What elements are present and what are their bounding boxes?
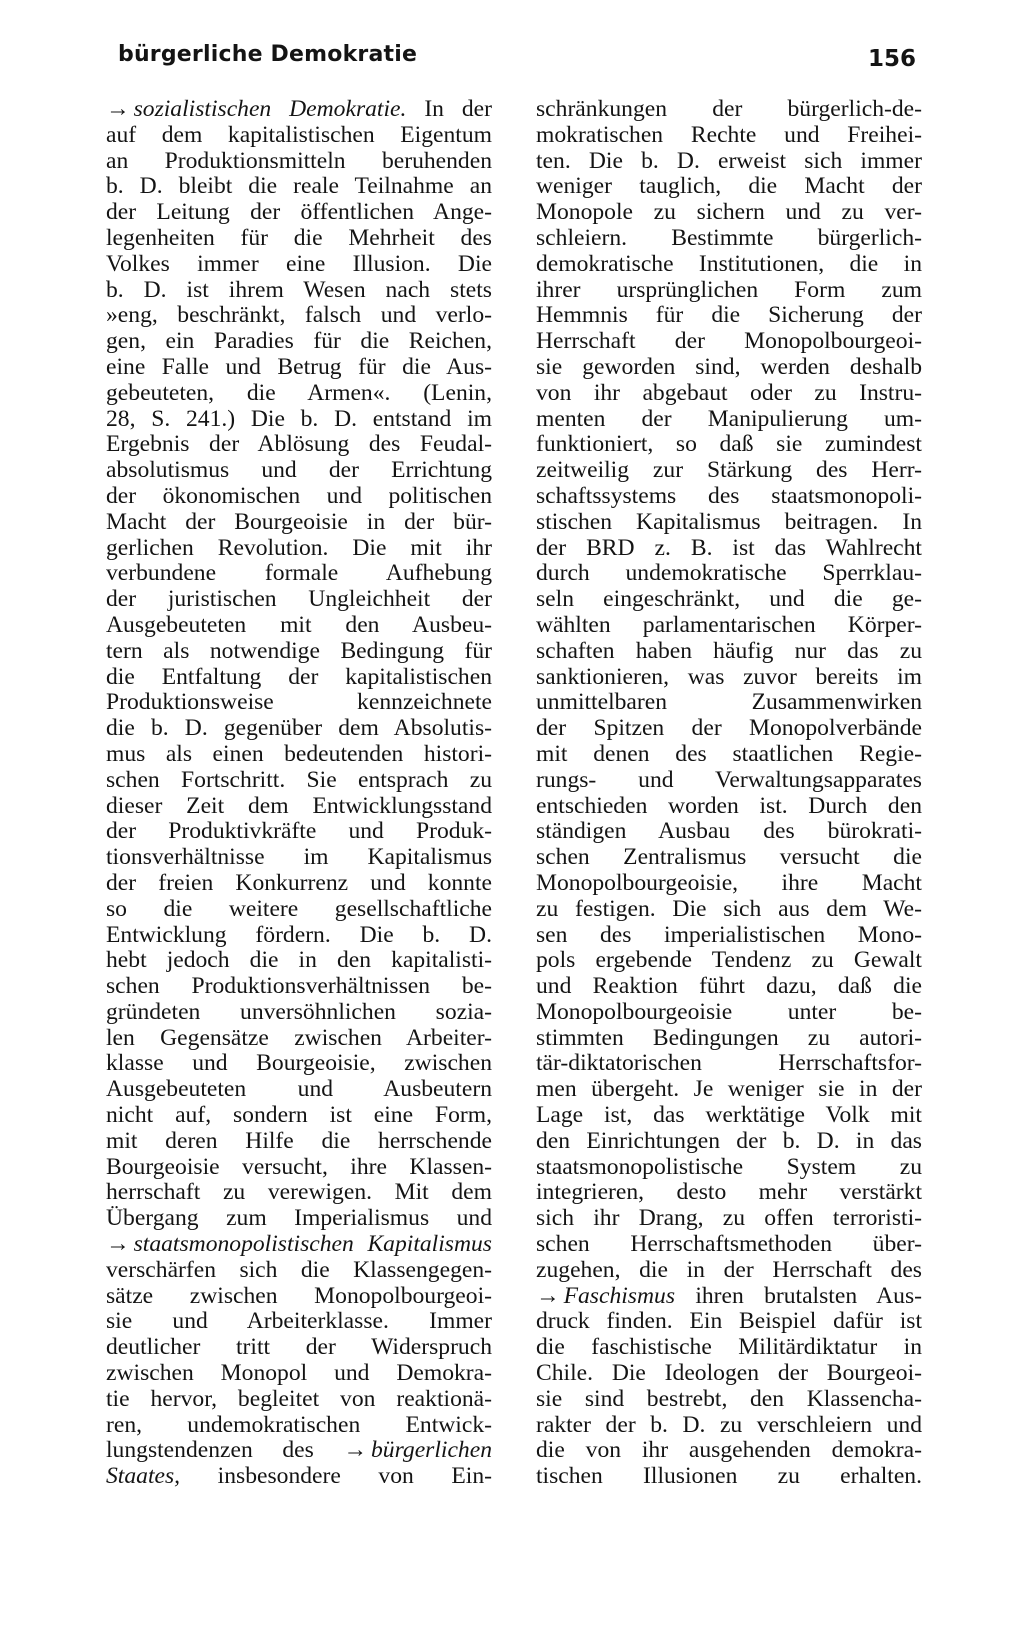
running-head: bürgerliche Demokratie bbox=[118, 42, 418, 67]
text-line: weniger tauglich, die Macht der bbox=[536, 173, 922, 200]
text-line: sen des imperialistischen Mono- bbox=[536, 921, 922, 948]
text-line: wählten parlamentarischen Körper- bbox=[536, 611, 922, 638]
cross-reference: Staates, bbox=[106, 1463, 181, 1490]
text-line: sie sind bestrebt, den Klassencha- bbox=[536, 1385, 922, 1412]
text-line: Volkes immer eine Illusion. Die bbox=[106, 250, 492, 277]
text-line: ten. Die b. D. erweist sich immer bbox=[536, 147, 922, 174]
text-line: eine Falle und Betrug für die Aus- bbox=[106, 353, 492, 380]
text-line: an Produktionsmitteln beruhenden bbox=[106, 147, 492, 174]
text-line: Ausgebeuteten und Ausbeutern bbox=[106, 1076, 492, 1103]
text-line: → Faschismus ihren brutalsten Aus- bbox=[536, 1282, 922, 1309]
text-line: der freien Konkurrenz und konnte bbox=[106, 869, 492, 896]
text-line: mit deren Hilfe die herrschende bbox=[106, 1127, 492, 1154]
text-line: men übergeht. Je weniger sie in der bbox=[536, 1076, 922, 1103]
text-line: den Einrichtungen der b. D. in das bbox=[536, 1127, 922, 1154]
text-line: »eng, beschränkt, falsch und verlo- bbox=[106, 302, 492, 329]
text-line: die b. D. gegenüber dem Absolutis- bbox=[106, 715, 492, 742]
text-line: schaften haben häufig nur das zu bbox=[536, 637, 922, 664]
text-line: integrieren, desto mehr verstärkt bbox=[536, 1179, 922, 1206]
text-line: von ihr abgebaut oder zu Instru- bbox=[536, 379, 922, 406]
text-line: tern als notwendige Bedingung für bbox=[106, 637, 492, 664]
text-line: staatsmonopolistische System zu bbox=[536, 1153, 922, 1180]
text-line: absolutismus und der Errichtung bbox=[106, 457, 492, 484]
cross-reference: Faschismus bbox=[563, 1282, 676, 1309]
text-line: Ausgebeuteten mit den Ausbeu- bbox=[106, 611, 492, 638]
text-line: so die weitere gesellschaftliche bbox=[106, 895, 492, 922]
text-line: sätze zwischen Monopolbourgeoi- bbox=[106, 1282, 492, 1309]
text-line: Übergang zum Imperialismus und bbox=[106, 1205, 492, 1232]
text-line: nicht auf, sondern ist eine Form, bbox=[106, 1102, 492, 1129]
text-line: der Produktivkräfte und Produk- bbox=[106, 818, 492, 845]
text-line: zwischen Monopol und Demokra- bbox=[106, 1360, 492, 1387]
text-line: tionsverhältnisse im Kapitalismus bbox=[106, 844, 492, 871]
text-line: verschärfen sich die Klassengegen- bbox=[106, 1256, 492, 1283]
text-line: schaftssystems des staatsmonopoli- bbox=[536, 482, 922, 509]
text-line: der ökonomischen und politischen bbox=[106, 482, 492, 509]
text-line: 28, S. 241.) Die b. D. entstand im bbox=[106, 405, 492, 432]
text-line: zu festigen. Die sich aus dem We- bbox=[536, 895, 922, 922]
cross-reference-arrow-icon: → bbox=[536, 1282, 560, 1309]
text-line bbox=[106, 1232, 492, 1258]
text-line: Produktionsweise kennzeichnete bbox=[106, 689, 492, 716]
text-line: der Spitzen der Monopolverbände bbox=[536, 715, 922, 742]
text-line: auf dem kapitalistischen Eigentum bbox=[106, 121, 492, 148]
text-line: die faschistische Militärdiktatur in bbox=[536, 1334, 922, 1361]
text-line: gen, ein Paradies für die Reichen, bbox=[106, 328, 492, 355]
text-line: der BRD z. B. ist das Wahlrecht bbox=[536, 534, 922, 561]
cross-reference: bürgerlichen bbox=[371, 1437, 492, 1464]
text-line: Herrschaft der Monopolbourgeoi- bbox=[536, 328, 922, 355]
text-line: ständigen Ausbau des bürokrati- bbox=[536, 818, 922, 845]
text-line: lungstendenzen des → bürgerlichen bbox=[106, 1437, 492, 1464]
text-line: Macht der Bourgeoisie in der bür- bbox=[106, 508, 492, 535]
text-line: dieser Zeit dem Entwicklungsstand bbox=[106, 792, 492, 819]
text-line: legenheiten für die Mehrheit des bbox=[106, 224, 492, 251]
text-line: b. D. bleibt die reale Teilnahme an bbox=[106, 173, 492, 200]
text-line: klasse und Bourgeoisie, zwischen bbox=[106, 1050, 492, 1077]
text-line: zugehen, die in der Herrschaft des bbox=[536, 1256, 922, 1283]
text-line: sie und Arbeiterklasse. Immer bbox=[106, 1308, 492, 1335]
text-line: schleiern. Bestimmte bürgerlich- bbox=[536, 224, 922, 251]
text-line: unmittelbaren Zusammenwirken bbox=[536, 689, 922, 716]
text-line: gerlichen Revolution. Die mit ihr bbox=[106, 534, 492, 561]
text-line: rakter der b. D. zu verschleiern und bbox=[536, 1411, 922, 1438]
text-line: zeitweilig zur Stärkung des Herr- bbox=[536, 457, 922, 484]
text-line: verbundene formale Aufhebung bbox=[106, 560, 492, 587]
text-line: ren, undemokratischen Entwick- bbox=[106, 1411, 492, 1438]
text-line: Staates, insbesondere von Ein- bbox=[106, 1463, 493, 1490]
text-line: gebeuteten, die Armen«. (Lenin, bbox=[106, 379, 492, 406]
text-line: schen Produktionsverhältnissen be- bbox=[106, 973, 492, 1000]
text-line: Lage ist, das werktätige Volk mit bbox=[536, 1102, 922, 1129]
right-column bbox=[536, 97, 922, 1490]
text-line: ihrer ursprünglichen Form zum bbox=[536, 276, 922, 303]
text-line: b. D. ist ihrem Wesen nach stets bbox=[106, 276, 492, 303]
text-line: menten der Manipulierung um- bbox=[536, 405, 922, 432]
text-line: schen Herrschaftsmethoden über- bbox=[536, 1231, 922, 1258]
text-line: seln eingeschränkt, und die ge- bbox=[536, 586, 922, 613]
text-line: und Reaktion führt dazu, daß die bbox=[536, 973, 922, 1000]
text-line: mus als einen bedeutenden histori- bbox=[106, 740, 492, 767]
text-line: len Gegensätze zwischen Arbeiter- bbox=[106, 1024, 492, 1051]
text-line: sie geworden sind, werden deshalb bbox=[536, 353, 922, 380]
text-line: stimmten Bedingungen zu autori- bbox=[536, 1024, 922, 1051]
left-column bbox=[106, 97, 492, 1490]
text-line: schen Fortschritt. Sie entsprach zu bbox=[106, 766, 492, 793]
text-line: Entwicklung fördern. Die b. D. bbox=[106, 921, 492, 948]
cross-reference-arrow-icon: → bbox=[106, 1231, 130, 1258]
cross-reference: staatsmonopolistischen Kapitalismus bbox=[133, 1231, 492, 1258]
text-line: der juristischen Ungleichheit der bbox=[106, 586, 492, 613]
text-line: sanktionieren, was zuvor bereits im bbox=[536, 663, 922, 690]
text-line: sich ihr Drang, zu offen terroristi- bbox=[536, 1205, 922, 1232]
text-line: mokratischen Rechte und Freihei- bbox=[536, 121, 922, 148]
text-line: mit denen des staatlichen Regie- bbox=[536, 740, 922, 767]
text-line: stischen Kapitalismus beitragen. In bbox=[536, 508, 922, 535]
text-line: entschieden worden ist. Durch den bbox=[536, 792, 922, 819]
text-line: Bourgeoisie versucht, ihre Klassen- bbox=[106, 1153, 492, 1180]
page-number: 156 bbox=[867, 46, 916, 72]
text-line: tär-diktatorischen Herrschaftsfor- bbox=[536, 1050, 922, 1077]
text-line: Monopole zu sichern und zu ver- bbox=[536, 199, 922, 226]
text-line: funktioniert, so daß sie zumindest bbox=[536, 431, 922, 458]
cross-reference-arrow-icon: → bbox=[106, 96, 130, 122]
text-line: die von ihr ausgehenden demokra- bbox=[536, 1437, 922, 1464]
page-header bbox=[118, 40, 916, 80]
text-line: deutlicher tritt der Widerspruch bbox=[106, 1334, 492, 1361]
text-line: Chile. Die Ideologen der Bourgeoi- bbox=[536, 1360, 922, 1387]
text-line: Monopolbourgeoisie unter be- bbox=[536, 998, 922, 1025]
text-line: pols ergebende Tendenz zu Gewalt bbox=[536, 947, 922, 974]
text-line: Monopolbourgeoisie, ihre Macht bbox=[536, 869, 922, 896]
cross-reference: sozialistischen Demokratie. bbox=[133, 96, 407, 122]
text-line: tie hervor, begleitet von reaktionä- bbox=[106, 1385, 492, 1412]
text-line: Ergebnis der Ablösung des Feudal- bbox=[106, 431, 492, 458]
text-line: herrschaft zu verewigen. Mit dem bbox=[106, 1179, 492, 1206]
text-line: gründeten unversöhnlichen sozia- bbox=[106, 998, 492, 1025]
text-line: tischen Illusionen zu erhalten. bbox=[536, 1463, 922, 1490]
text-line: hebt jedoch die in den kapitalisti- bbox=[106, 947, 492, 974]
text-line: der Leitung der öffentlichen Ange- bbox=[106, 199, 492, 226]
text-line: schränkungen der bürgerlich-de- bbox=[536, 96, 922, 122]
text-line: die Entfaltung der kapitalistischen bbox=[106, 663, 492, 690]
text-line: rungs- und Verwaltungsapparates bbox=[536, 766, 922, 793]
text-line: → sozialistischen Demokratie. In der bbox=[106, 96, 492, 122]
cross-reference-arrow-icon: → bbox=[343, 1437, 367, 1464]
text-line: Hemmnis für die Sicherung der bbox=[536, 302, 922, 329]
text-line: schen Zentralismus versucht die bbox=[536, 844, 922, 871]
text-line: durch undemokratische Sperrklau- bbox=[536, 560, 922, 587]
text-line: druck finden. Ein Beispiel dafür ist bbox=[536, 1308, 922, 1335]
text-line: demokratische Institutionen, die in bbox=[536, 250, 922, 277]
